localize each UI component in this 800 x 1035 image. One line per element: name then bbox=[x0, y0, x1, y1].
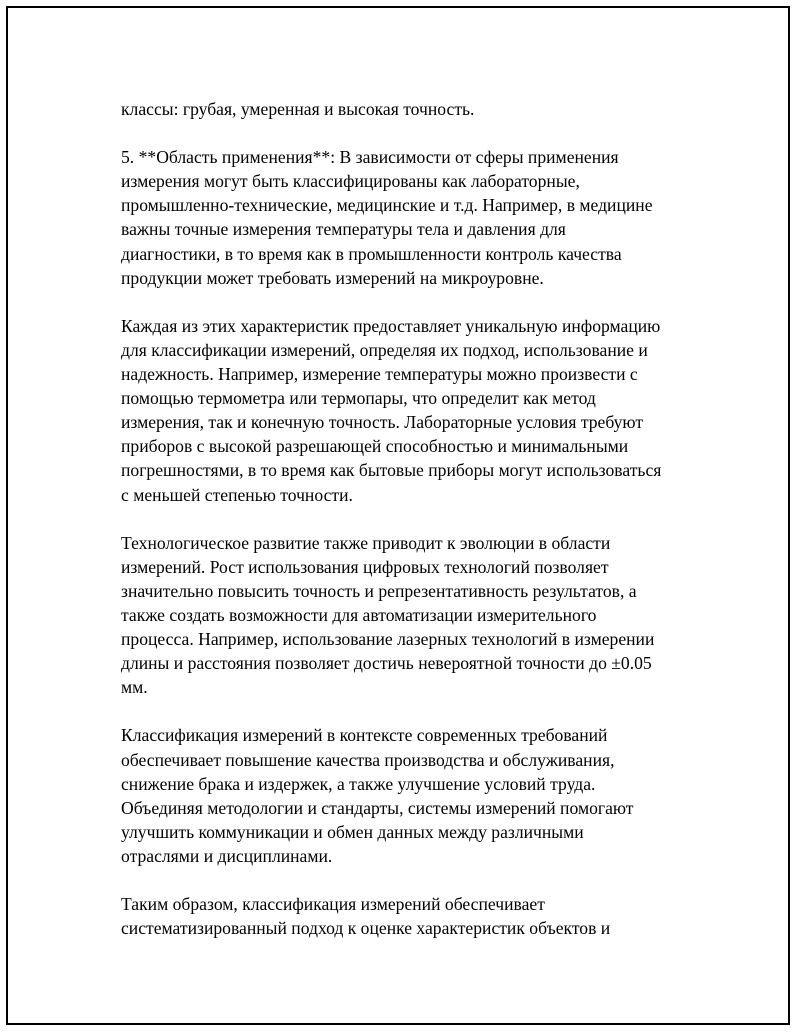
text-line: также создать возможности для автоматизации измерительного bbox=[121, 604, 597, 625]
text-line: измерения, так и конечную точность. Лабораторные условия требуют bbox=[121, 412, 644, 433]
text-line: Классификация измерений в контексте современных требований bbox=[121, 725, 608, 746]
text-line: мм. bbox=[121, 677, 148, 698]
text-line: процесса. Например, использование лазерных технологий в измерении bbox=[121, 629, 655, 650]
paragraph bbox=[121, 892, 701, 940]
text-line: снижение брака и издержек, а также улучшение условий труда. bbox=[121, 773, 596, 794]
text-line: 5. **Область применения**: В зависимости от сферы применения bbox=[121, 147, 619, 168]
paragraph bbox=[121, 314, 701, 507]
paragraph bbox=[121, 97, 701, 121]
document-body bbox=[121, 97, 701, 940]
paragraph bbox=[121, 723, 701, 868]
text-line: значительно повысить точность и репрезентативность результатов, а bbox=[121, 580, 637, 601]
text-line: погрешностями, в то время как бытовые приборы могут использоваться bbox=[121, 460, 662, 481]
text-line: важны точные измерения температуры тела и давления для bbox=[121, 219, 566, 240]
document-page bbox=[6, 6, 790, 1025]
text-line: для классификации измерений, определяя их подход, использование и bbox=[121, 339, 648, 360]
text-line: Каждая из этих характеристик предоставляет уникальную информацию bbox=[121, 315, 661, 336]
text-line: промышленно-технические, медицинские и т.д. Например, в медицине bbox=[121, 195, 653, 216]
text-line: помощью термометра или термопары, что определит как метод bbox=[121, 388, 596, 409]
text-line: измерений. Рост использования цифровых технологий позволяет bbox=[121, 556, 609, 577]
text-line: с меньшей степенью точности. bbox=[121, 484, 353, 505]
text-line: Технологическое развитие также приводит к эволюции в области bbox=[121, 532, 611, 553]
text-line: продукции может требовать измерений на микроуровне. bbox=[121, 267, 544, 288]
text-line: измерения могут быть классифицированы как лабораторные, bbox=[121, 171, 580, 192]
paragraph bbox=[121, 531, 701, 700]
text-line: обеспечивает повышение качества производства и обслуживания, bbox=[121, 749, 615, 770]
text-line: надежность. Например, измерение температуры можно произвести с bbox=[121, 364, 638, 385]
text-line: Объединяя методологии и стандарты, системы измерений помогают bbox=[121, 797, 634, 818]
text-line: Таким образом, классификация измерений обеспечивает bbox=[121, 894, 545, 915]
text-line: классы: грубая, умеренная и высокая точность. bbox=[121, 99, 475, 119]
text-line: систематизированный подход к оценке характеристик объектов и bbox=[121, 918, 611, 939]
text-line: приборов с высокой разрешающей способностью и минимальными bbox=[121, 436, 629, 457]
paragraph bbox=[121, 145, 701, 290]
text-line: отраслями и дисциплинами. bbox=[121, 845, 333, 866]
text-line: улучшить коммуникации и обмен данных между различными bbox=[121, 821, 584, 842]
text-line: длины и расстояния позволяет достичь невероятной точности до ±0.05 bbox=[121, 653, 652, 674]
text-line: диагностики, в то время как в промышленности контроль качества bbox=[121, 243, 622, 264]
